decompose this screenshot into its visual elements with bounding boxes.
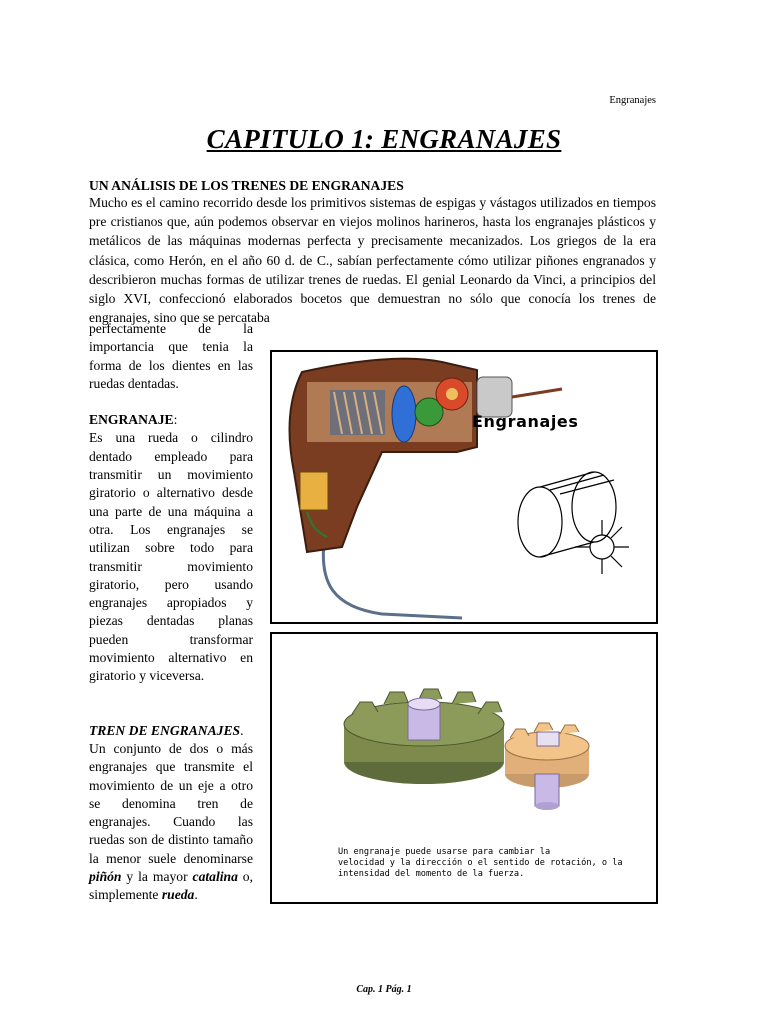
- figure-caption: [338, 847, 638, 880]
- figure-label: Engranajes: [472, 412, 579, 431]
- running-header: Engranajes: [609, 95, 656, 106]
- page-footer: Cap. 1 Pág. 1: [356, 984, 412, 995]
- chuck: [477, 377, 512, 417]
- section-heading: UN ANÁLISIS DE LOS TRENES DE ENGRANAJES: [89, 178, 404, 193]
- intro-continuation: perfectamente de la importancia que tenia la forma de los dientes en las ruedas dentadas.: [89, 321, 253, 391]
- left-column: [89, 320, 253, 905]
- sketch-gear: [518, 472, 629, 574]
- engranaje-definition: [89, 411, 253, 685]
- intro-paragraph: Mucho es el camino recorrido desde los primitivos sistemas de espigas y vástagos utilizados en tiempos pre cristianos que, aún podemos observar en viejos molinos harineros, hasta los engranajes plásticos y metálicos de las máquinas modernas perfecta y precisamente mecanizados. Los griegos de la era clásica, como Herón, en el año 60 d. de C., sabían perfectamente cómo utilizar piñones engranados y describieron muchas formas de utilizar trenes de ruedas. El genial Leonardo da Vinci, a principios del siglo XVI, confeccionó elaborados bocetos que demuestran no sólo que conocía los trenes de engranajes, sino que se percataba: [89, 195, 656, 326]
- caption-line: velocidad y la dirección o el sentido de rotación, o la: [338, 858, 623, 868]
- motor: [330, 390, 385, 435]
- caption-line: intensidad del momento de la fuerza.: [338, 869, 525, 879]
- tren-text-b: y la mayor: [121, 869, 193, 885]
- tren-term: TREN DE ENGRANAJES: [89, 722, 241, 738]
- chapter-title: CAPITULO 1: ENGRANAJES: [206, 124, 562, 154]
- pinon-term: piñón: [89, 869, 122, 885]
- switch: [300, 472, 328, 510]
- tren-text-d: .: [194, 887, 198, 903]
- tren-text-c: o, simplemente: [89, 869, 253, 903]
- catalina-term: catalina: [192, 869, 238, 885]
- tren-dot: .: [240, 722, 244, 738]
- big-gear-shaft: [408, 698, 440, 740]
- power-cable: [323, 542, 462, 618]
- drill-bit: [512, 389, 562, 397]
- caption-line: Un engranaje puede usarse para cambiar la: [338, 847, 551, 857]
- drill-figure: [270, 350, 658, 624]
- engranaje-text: Es una rueda o cilindro dentado empleado para transmitir un movimiento giratorio o alternativo desde una parte de una máquina a otra. Los engranajes se utilizan sobre todo para transmitir movimiento giratorio, pero usando engranajes apropiados y piezas dentadas planas pueden transformar movimiento alternativo en giratorio y viceversa.: [89, 430, 253, 684]
- tren-definition: [89, 722, 253, 905]
- engranaje-colon: :: [173, 412, 178, 428]
- tren-text-a: Un conjunto de dos o más engranajes que transmite el movimiento de un eje a otro se denomina tren de engranajes. Cuando las ruedas son de distinto tamaño la menor suele denominarse: [89, 740, 253, 866]
- engranaje-term: ENGRANAJE: [89, 412, 174, 428]
- fan: [392, 386, 416, 442]
- gear-train-figure: [270, 632, 658, 904]
- drill-illustration: [272, 352, 656, 622]
- rueda-term: rueda: [161, 887, 195, 903]
